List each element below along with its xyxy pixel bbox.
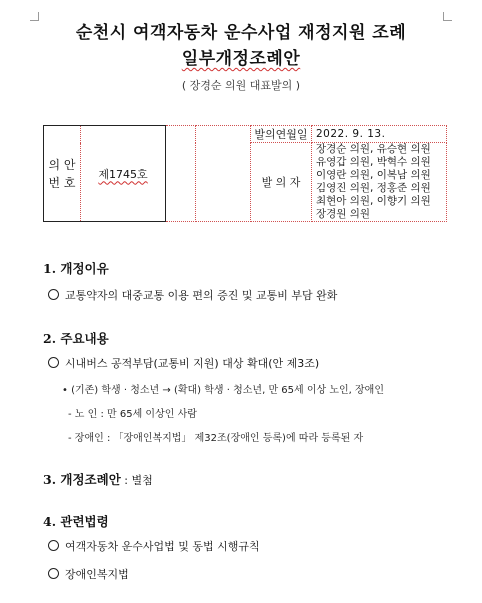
title-text-2: 일부개정조례안 [181,49,301,69]
section-bullet-reason [48,287,337,303]
proposer-line: 유영갑 의원, 박혁수 의원 [316,156,431,168]
section-bullet-law-1 [48,538,260,554]
title-text-1: 순천시 여객자동차 운수사업 재정지원 조례 [75,23,407,43]
circle-bullet-icon [48,540,59,551]
proposer-label: 발 의 자 [251,143,312,222]
bill-number-text: 제1745호 [98,167,148,181]
document-title-line1 [0,18,482,43]
section-heading-main: 2. 주요내용 [43,331,109,346]
proposer-list [312,143,447,222]
proposer-line: 이영란 의원, 이복남 의원 [316,169,431,181]
circle-bullet-icon [48,289,59,300]
detail-expansion: • (기존) 학생 · 청소년 → (확대) 학생 · 청소년, 만 65세 이상 노인, 장애인 [62,385,385,396]
proposer-line: 장경순 의원, 유승현 의원 [316,143,431,155]
circle-bullet-icon [48,357,59,368]
bill-number-value [81,126,166,222]
proposer-line: 최현아 의원, 이향기 의원 [316,195,431,207]
bill-info-table [43,125,447,222]
section-heading-laws: 4. 관련법령 [43,514,109,529]
bullet-text: 여객자동차 운수사업법 및 동법 시행규칙 [65,540,260,553]
date-label: 발의연월일 [251,126,312,143]
detail-disabled: - 장애인 : 「장애인복지법」 제32조(장애인 등록)에 따라 등록된 자 [68,433,364,444]
bullet-text: 교통약자의 대중교통 이용 편의 증진 및 교통비 부담 완화 [65,289,338,302]
bill-number-label: 의 안 번 호 [44,126,81,222]
blank-cell-1 [166,126,196,222]
blank-cell-2 [196,126,251,222]
heading-suffix: : 별첨 [120,474,153,487]
bullet-text: 장애인복지법 [65,568,129,581]
section-bullet-law-2 [48,566,129,582]
circle-bullet-icon [48,568,59,579]
proposer-line: 장경원 의원 [316,208,371,220]
bullet-text: 시내버스 공적부담(교통비 지원) 대상 확대(안 제3조) [65,357,320,370]
section-heading-reason: 1. 개정이유 [43,261,109,276]
document-title-line2 [0,44,482,69]
date-value: 2022. 9. 13. [312,126,447,143]
document-subtitle: ( 장경순 의원 대표발의 ) [181,79,301,92]
section-heading-amendment [43,470,153,488]
detail-elderly: - 노 인 : 만 65세 이상인 사람 [68,409,197,420]
proposer-line: 김영진 의원, 정홍준 의원 [316,182,431,194]
heading-text: 3. 개정조례안 [43,472,121,487]
section-bullet-main [48,355,319,371]
